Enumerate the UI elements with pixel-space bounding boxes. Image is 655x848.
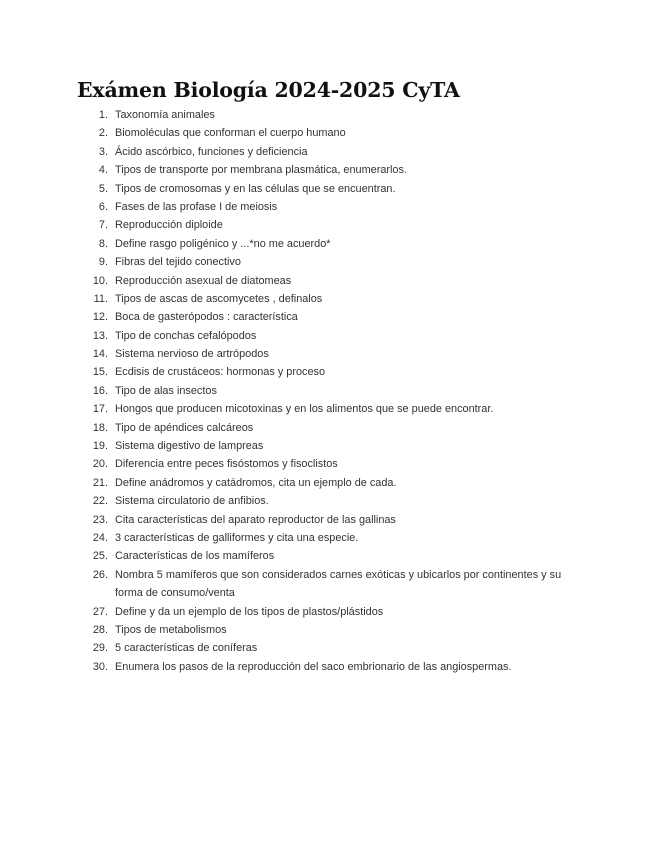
question-number: 30.: [92, 660, 108, 673]
question-number: 15.: [92, 366, 108, 379]
question-text: Define rasgo poligénico y ...*no me acuerdo*: [115, 237, 331, 250]
question-number: 12.: [92, 311, 108, 324]
question-item: [0, 400, 655, 418]
question-item: [0, 437, 655, 455]
question-text: Sistema circulatorio de anfibios.: [115, 495, 269, 508]
document-title: Exámen Biología 2024-2025 CyTA: [77, 78, 460, 102]
question-list: [0, 106, 655, 676]
question-item: [0, 345, 655, 363]
question-item: [0, 492, 655, 510]
question-item: [0, 106, 655, 124]
question-item: [0, 529, 655, 547]
question-item: [0, 382, 655, 400]
question-item: [0, 547, 655, 565]
question-text: Cita características del aparato reproductor de las gallinas: [115, 513, 396, 526]
question-text: 3 características de galliformes y cita una especie.: [115, 531, 359, 544]
question-text: 5 características de coníferas: [115, 642, 258, 655]
question-text: Enumera los pasos de la reproducción del saco embrionario de las angiospermas.: [115, 660, 512, 673]
question-text: Tipos de transporte por membrana plasmática, enumerarlos.: [115, 164, 407, 177]
question-number: 26.: [92, 568, 108, 581]
question-number: 6.: [98, 200, 108, 213]
question-number: 14.: [92, 348, 108, 361]
question-text: Fibras del tejido conectivo: [115, 256, 241, 269]
question-item: [0, 621, 655, 639]
question-item: [0, 419, 655, 437]
question-number: 22.: [92, 495, 108, 508]
question-number: 4.: [98, 164, 108, 177]
question-number: 28.: [92, 623, 108, 636]
question-text: Sistema digestivo de lampreas: [115, 440, 264, 453]
question-item: [0, 308, 655, 326]
question-text: Define y da un ejemplo de los tipos de plastos/plástidos: [115, 605, 384, 618]
question-item: [0, 290, 655, 308]
question-number: 11.: [93, 292, 108, 305]
question-text: Características de los mamíferos: [115, 550, 275, 563]
question-text: Reproducción asexual de diatomeas: [115, 274, 292, 287]
question-text: Tipo de alas insectos: [115, 384, 217, 397]
question-number: 27.: [92, 605, 108, 618]
question-item: [0, 198, 655, 216]
question-number: 23.: [92, 513, 108, 526]
question-item: [0, 363, 655, 381]
question-item: [0, 253, 655, 271]
question-number: 9.: [98, 256, 108, 269]
question-item: [0, 639, 655, 657]
question-text: Tipo de apéndices calcáreos: [115, 421, 254, 434]
question-number: 5.: [98, 182, 108, 195]
question-text: Biomoléculas que conforman el cuerpo humano: [115, 127, 346, 140]
question-number: 24.: [92, 531, 108, 544]
question-item: [0, 566, 655, 603]
question-text: Taxonomía animales: [115, 109, 215, 121]
question-number: 25.: [92, 550, 108, 563]
question-number: 8.: [98, 237, 108, 250]
question-text: Tipos de metabolismos: [115, 623, 227, 636]
question-text: Boca de gasterópodos : característica: [115, 311, 298, 324]
question-number: 13.: [92, 329, 108, 342]
question-item: [0, 474, 655, 492]
question-text: Hongos que producen micotoxinas y en los alimentos que se puede encontrar.: [115, 403, 494, 416]
question-text: Tipos de ascas de ascomycetes , definalos: [115, 292, 323, 305]
question-text: Fases de las profase I de meiosis: [115, 200, 278, 213]
question-text: Ácido ascórbico, funciones y deficiencia: [115, 145, 308, 158]
question-number: 17.: [92, 403, 108, 416]
question-item: [0, 658, 655, 676]
question-item: [0, 124, 655, 142]
question-text: Diferencia entre peces fisóstomos y fisoclistos: [115, 458, 338, 471]
question-item: [0, 603, 655, 621]
question-number: 1.: [98, 109, 108, 121]
question-number: 29.: [92, 642, 108, 655]
question-text: Ecdisis de crustáceos: hormonas y proceso: [115, 366, 326, 379]
question-item: [0, 455, 655, 473]
question-item: [0, 327, 655, 345]
question-number: 19.: [92, 440, 108, 453]
question-number: 2.: [98, 127, 108, 140]
question-text: Define anádromos y catádromos, cita un ejemplo de cada.: [115, 476, 397, 489]
question-item: [0, 511, 655, 529]
question-text: Reproducción diploide: [115, 219, 223, 232]
question-text: Tipo de conchas cefalópodos: [115, 329, 257, 342]
question-number: 16.: [92, 384, 108, 397]
question-number: 3.: [98, 145, 108, 158]
question-number: 7.: [98, 219, 108, 232]
question-item: [0, 216, 655, 234]
question-number: 20.: [92, 458, 108, 471]
question-item: [0, 180, 655, 198]
question-item: [0, 272, 655, 290]
question-text: Nombra 5 mamíferos que son considerados carnes exóticas y ubicarlos por continentes y su forma de consumo/venta: [115, 568, 562, 600]
question-text: Tipos de cromosomas y en las células que se encuentran.: [115, 182, 396, 195]
question-text: Sistema nervioso de artrópodos: [115, 348, 269, 361]
question-item: [0, 235, 655, 253]
question-number: 21.: [92, 476, 108, 489]
question-number: 18.: [92, 421, 108, 434]
question-number: 10.: [92, 274, 108, 287]
question-item: [0, 143, 655, 161]
question-item: [0, 161, 655, 179]
